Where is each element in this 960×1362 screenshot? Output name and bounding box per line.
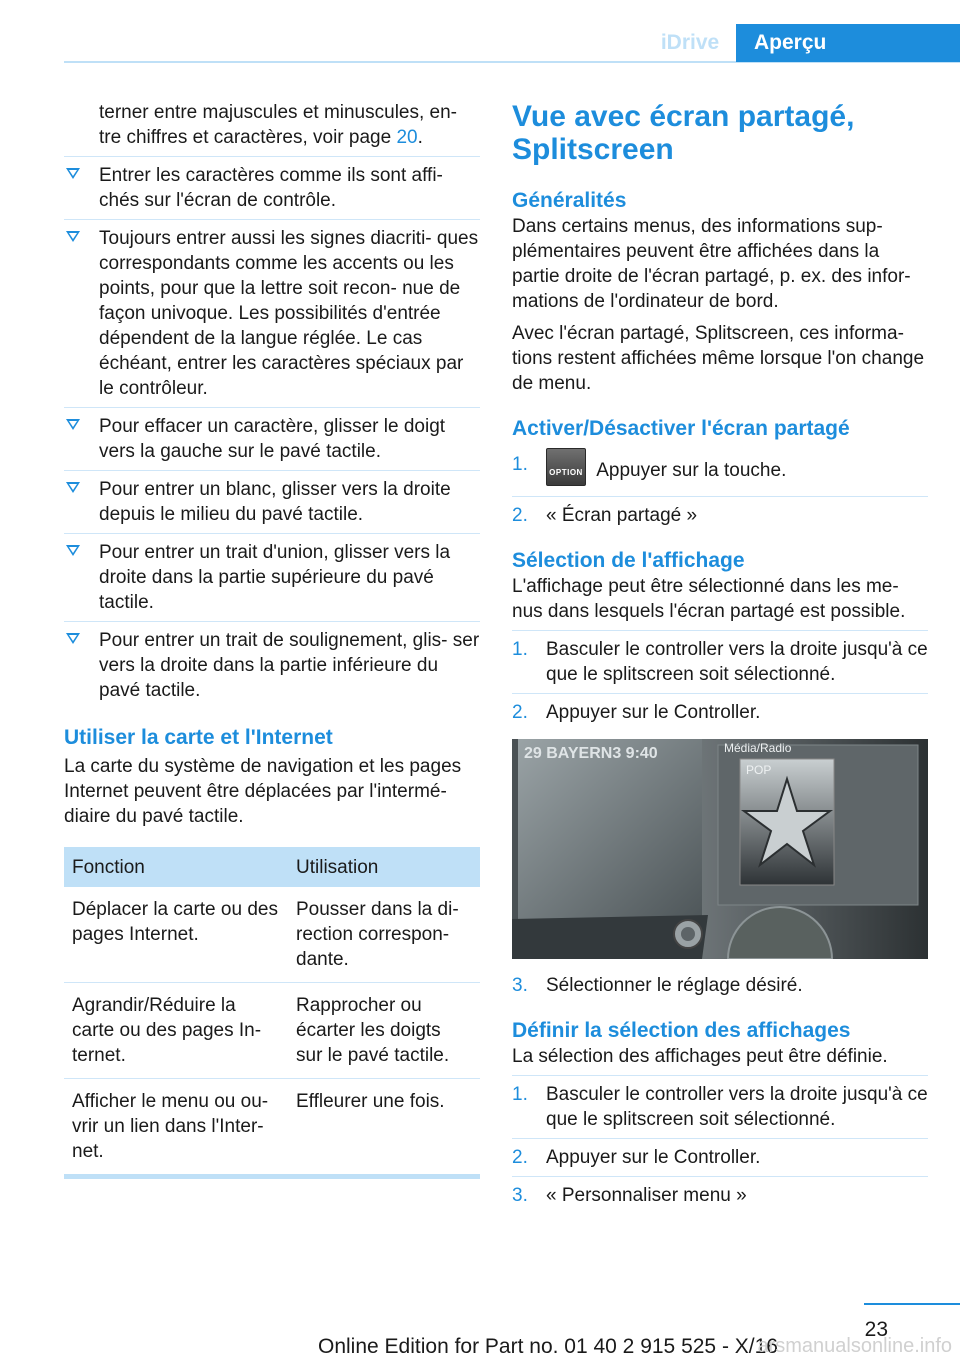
splitscreen-photo <box>512 739 928 959</box>
define-heading: Définir la sélection des affichages <box>512 1019 851 1042</box>
step-text: « Écran partagé » <box>546 505 698 526</box>
online-edition-note: Online Edition for Part no. 01 40 2 915 525 - X/16 <box>318 1335 778 1358</box>
general-paragraph-1: Dans certains menus, des informations sup- plémentaires peuvent être affichées dans la partie droite de l'écran partagé, p. ex. des infor- mations de l'ordinateur de bord. <box>512 216 911 312</box>
column-header-utilisation: Utilisation <box>288 847 480 887</box>
left-column <box>64 100 480 1179</box>
divider <box>64 621 480 622</box>
table-cell: Pousser dans la di- rection correspon- dante. <box>288 887 480 983</box>
watermark: arsmanualsonline.info <box>757 1335 952 1357</box>
step-text: Appuyer sur le Controller. <box>546 1147 761 1168</box>
list-item <box>64 477 480 527</box>
triangle-bullet-icon <box>66 545 80 556</box>
intro-end: . <box>417 127 423 148</box>
table-row <box>64 983 480 1079</box>
divider <box>512 1138 928 1139</box>
triangle-bullet-icon <box>66 168 80 179</box>
list-item <box>512 1183 928 1208</box>
bullet-text: Pour entrer un trait d'union, glisser vers la droite dans la partie supérieure du pavé tactile. <box>99 542 451 613</box>
genre-label: POP <box>746 763 772 777</box>
list-item <box>64 414 480 464</box>
general-heading: Généralités <box>512 189 627 212</box>
list-item <box>512 1145 928 1170</box>
section-title: Vue avec écran partagé, Splitscreen <box>512 100 855 166</box>
option-button-label: OPTION <box>549 468 583 477</box>
tab-idrive[interactable]: iDrive <box>660 31 720 54</box>
triangle-bullet-icon <box>66 231 80 242</box>
option-button-icon <box>546 448 586 486</box>
divider <box>512 1176 928 1177</box>
step-number: 1. <box>512 1084 528 1105</box>
list-item <box>512 452 928 490</box>
page-link[interactable]: 20 <box>396 127 418 148</box>
bullet-text: Entrer les caractères comme ils sont affi- chés sur l'écran de contrôle. <box>99 165 443 211</box>
divider <box>512 1075 928 1076</box>
select-text: L'affichage peut être sélectionné dans les me- nus dans lesquels l'écran partagé est possible. <box>512 576 906 622</box>
tab-apercu[interactable]: Aperçu <box>736 24 960 62</box>
step-text: Sélectionner le réglage désiré. <box>546 975 803 996</box>
define-text: La sélection des affichages peut être définie. <box>512 1046 888 1067</box>
divider <box>64 156 480 157</box>
table-cell: Agrandir/Réduire la carte ou des pages In- ternet. <box>64 983 288 1079</box>
table-bottom-rule <box>64 1174 480 1179</box>
step-number: 2. <box>512 1147 528 1168</box>
step-number: 2. <box>512 505 528 526</box>
list-item <box>512 973 928 998</box>
map-heading: Utiliser la carte et l'Internet <box>64 726 333 749</box>
map-text: La carte du système de navigation et les pages Internet peuvent être déplacées par l'intermé- diaire du pavé tactile. <box>64 756 462 827</box>
list-item <box>512 503 928 528</box>
step-text: « Personnaliser menu » <box>546 1185 747 1206</box>
step-text: Appuyer sur la touche. <box>596 460 787 482</box>
triangle-bullet-icon <box>66 482 80 493</box>
page-number: 23 <box>864 1318 888 1341</box>
right-column <box>512 100 928 1208</box>
select-heading: Sélection de l'affichage <box>512 549 745 572</box>
list-item <box>512 1082 928 1132</box>
list-item <box>64 540 480 615</box>
column-header-fonction: Fonction <box>64 847 288 887</box>
table-header-row <box>64 847 480 887</box>
step-number: 1. <box>512 639 528 660</box>
table-row <box>64 887 480 983</box>
step-number: 3. <box>512 975 528 996</box>
list-item <box>512 700 928 725</box>
triangle-bullet-icon <box>66 419 80 430</box>
divider <box>512 630 928 631</box>
divider <box>64 533 480 534</box>
step-text: Basculer le controller vers la droite jusqu'à ce que le splitscreen soit sélectionné. <box>546 1084 928 1130</box>
table-cell: Effleurer une fois. <box>296 1091 445 1112</box>
step-number: 2. <box>512 702 528 723</box>
step-text: Basculer le controller vers la droite jusqu'à ce que le splitscreen soit sélectionné. <box>546 639 928 685</box>
divider <box>64 219 480 220</box>
bullet-text: Pour effacer un caractère, glisser le doigt vers la gauche sur le pavé tactile. <box>99 416 446 462</box>
divider <box>512 693 928 694</box>
station-display: 29 BAYERN3 9:40 <box>524 745 658 762</box>
list-item <box>64 226 480 401</box>
general-paragraph-2: Avec l'écran partagé, Splitscreen, ces informa- tions restent affichées même lorsque l'on change de menu. <box>512 323 925 394</box>
divider <box>512 496 928 497</box>
activate-heading: Activer/Désactiver l'écran partagé <box>512 417 850 440</box>
intro-text: tre chiffres et caractères, voir page <box>99 127 397 148</box>
divider <box>64 470 480 471</box>
intro-paragraph <box>64 100 480 150</box>
bullet-text: Pour entrer un blanc, glisser vers la droite depuis le milieu du pavé tactile. <box>99 479 451 525</box>
table-cell: Afficher le menu ou ou- vrir un lien dans l'Inter- net. <box>72 1091 269 1162</box>
step-number: 1. <box>512 454 528 475</box>
table-row <box>64 1079 480 1175</box>
table-cell: Rapprocher ou écarter les doigts sur le pavé tactile. <box>288 983 480 1079</box>
function-table <box>64 847 480 1174</box>
divider <box>64 407 480 408</box>
intro-line-1: terner entre majuscules et minuscules, en- <box>99 102 457 123</box>
table-cell: Déplacer la carte ou des pages Internet. <box>64 887 288 983</box>
list-item <box>512 637 928 687</box>
media-radio-label: Média/Radio <box>724 741 792 755</box>
splitscreen-illustration <box>512 739 928 959</box>
footer-rule <box>864 1303 960 1305</box>
step-text: Appuyer sur le Controller. <box>546 702 761 723</box>
intro-line-2 <box>99 125 480 150</box>
step-number: 3. <box>512 1185 528 1206</box>
bullet-text: Toujours entrer aussi les signes diacriti- ques correspondants comme les accents ou les points, pour que la lettre soit recon- nue de façon univoque. Les possibilités d'entrée dépendent de la langue réglée. Le cas échéant, entrer les caractères spéciaux par le contrôleur. <box>99 228 479 399</box>
list-item <box>64 628 480 703</box>
triangle-bullet-icon <box>66 633 80 644</box>
bullet-text: Pour entrer un trait de soulignement, glis- ser vers la droite dans la partie inférieure du pavé tactile. <box>99 630 480 701</box>
list-item <box>64 163 480 213</box>
